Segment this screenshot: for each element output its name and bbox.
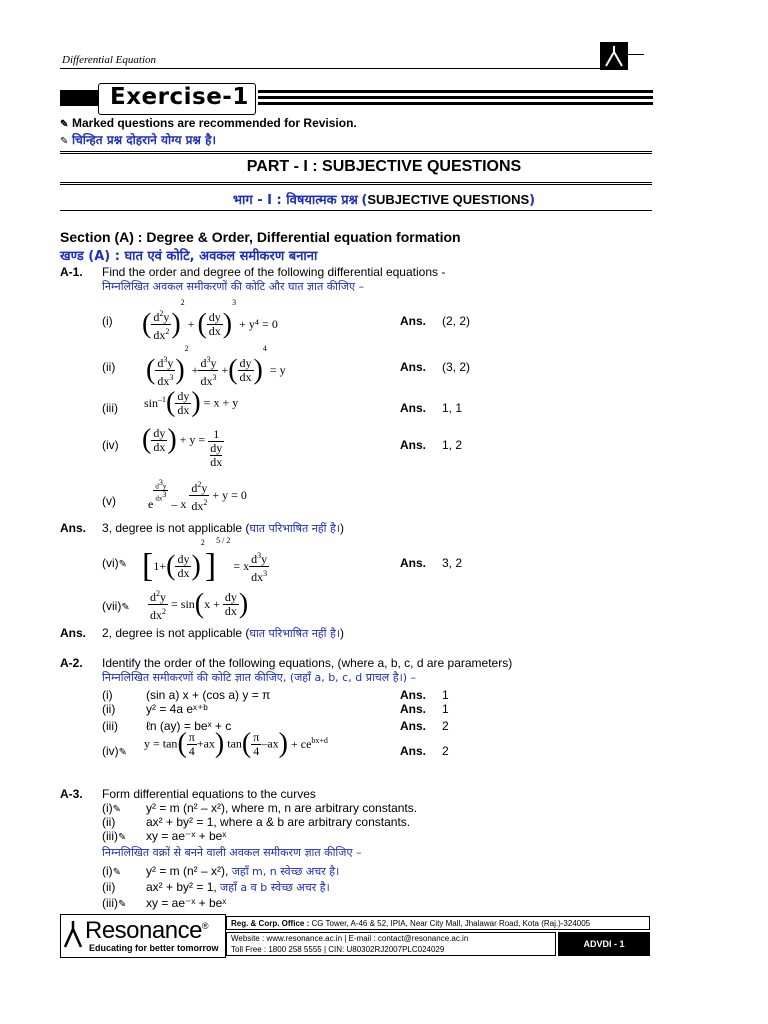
part-title-hi: भाग - I : विषयात्मक प्रश्न (SUBJECTIVE QUESTIONS) <box>232 192 536 208</box>
item-text: xy = ae⁻ˣ + beˣ <box>146 829 227 843</box>
header-logo-icon <box>600 42 628 70</box>
item-label: (iii) <box>102 719 118 733</box>
answer-value: 1 <box>442 688 449 702</box>
question-text-hi: निम्नलिखित समीकरणों की कोटि ज्ञात कीजिए, (जहाँ a, b, c, d प्राचल है।) – <box>102 671 417 684</box>
item-label: (vii)✎ <box>102 599 133 613</box>
item-label: (iii)✎ <box>102 896 130 910</box>
footer-contact <box>226 932 556 956</box>
item-label: (i)✎ <box>102 864 125 878</box>
part-title: PART - I : SUBJECTIVE QUESTIONS <box>246 158 522 175</box>
question-text-en: Find the order and degree of the following differential equations - <box>102 265 446 279</box>
question-text-en: Form differential equations to the curves <box>102 787 316 801</box>
answer-value: 1, 2 <box>442 438 463 452</box>
answer-label: Ans. <box>400 314 427 328</box>
item-label: (iv) <box>102 438 119 452</box>
answer-label: Ans. <box>60 626 87 640</box>
item-label: (vi)✎ <box>102 556 131 570</box>
item-text: ax² + by² = 1, जहाँ a व b स्वेच्छ अचर है। <box>146 880 330 894</box>
item-label: (ii) <box>102 880 116 894</box>
equation-a2-iv: y = tan( $\frac{\pi}{4}$ +ax) tan( $\frac{\pi}{4}$ $-ax) + ce^{bx+d}$ <box>144 728 328 759</box>
hand-pointer-icon: ✎ <box>60 119 69 130</box>
answer-label: Ans. <box>400 360 427 374</box>
brand-name: Resonance® <box>85 917 209 944</box>
section-title: Section (A) : Degree & Order, Differential equation formation <box>60 229 461 245</box>
answer-value: 2 <box>442 744 449 758</box>
hand-pointer-icon: ✎ <box>60 136 69 147</box>
equation-vi: [1+( $\frac{dy}{dx}$ )$^2$]$^{5 / 2}$ = x $\frac{d^3y}{dx^3}$ <box>142 536 268 585</box>
question-text-en: Identify the order of the following equations, (where a, b, c, d are parameters) <box>102 656 513 670</box>
exercise-title: Exercise-1 <box>110 84 249 110</box>
question-text-hi: निम्नलिखित अवकल समीकरणों की कोटि और घात ज्ञात कीजिए – <box>102 280 365 293</box>
footer-tollfree: Toll Free : 1800 258 5555 | CIN: U80302RJ2007PLC024029 <box>231 945 445 954</box>
item-label: (ii) <box>102 815 116 829</box>
equation-iv: ( $\frac{dy}{dx}$ ) + y = 1 dy dx <box>142 424 223 469</box>
answer-label: Ans. <box>400 744 427 758</box>
section-title-hi: खण्ड (A) : घात एवं कोटि, अवकल समीकरण बनाना <box>60 249 318 264</box>
hand-pointer-icon: ✎ <box>112 867 122 878</box>
hand-pointer-icon: ✎ <box>112 804 122 815</box>
equation-vii: $\frac{d^2y}{dx^2}$ = sin(x + $\frac{dy}{dx}$ ) <box>150 588 249 622</box>
header-rule <box>60 68 600 69</box>
answer-label: Ans. <box>400 438 427 452</box>
item-label: (v) <box>102 494 116 508</box>
item-text: y² = m (n² – x²), where m, n are arbitrary constants. <box>146 801 418 815</box>
header-title: Differential Equation <box>62 54 156 66</box>
hand-pointer-icon: ✎ <box>118 899 127 910</box>
equation-ii: ( $\frac{d^3y}{dx^3}$ )$^2$ + $\frac{d^3y}{dx^3}$ +( $\frac{dy}{dx}$ )$^4$ = y <box>146 344 286 388</box>
footer-logo-box <box>60 914 226 958</box>
equation-i: ( $\frac{d^2y}{dx^2}$ )$^2$ + ( $\frac{dy}{dx}$ )$^3$ + y⁴ = 0 <box>142 298 278 342</box>
footer-office: Reg. & Corp. Office : CG Tower, A-46 & 52, IPIA, Near City Mall, Jhalawar Road, Kota (Raj.)-324005 <box>226 916 650 930</box>
answer-label: Ans. <box>400 401 427 415</box>
footer-website: Website : www.resonance.ac.in | E-mail : contact@resonance.ac.in <box>231 934 469 943</box>
answer-label: Ans. <box>400 556 427 570</box>
answer-value: (3, 2) <box>442 360 471 374</box>
exercise-bar-left <box>60 90 100 106</box>
item-text: ax² + by² = 1, where a & b are arbitrary constants. <box>146 815 411 829</box>
answer-value: 2 <box>442 719 449 733</box>
revision-note-hi: ✎ चिन्हित प्रश्न दोहराने योग्य प्रश्न है। <box>60 133 216 147</box>
answer-label: Ans. <box>400 702 427 716</box>
hand-pointer-icon: ✎ <box>118 559 128 570</box>
item-label: (i)✎ <box>102 801 125 815</box>
item-text: xy = ae⁻ˣ + beˣ <box>146 896 227 910</box>
item-text: y² = m (n² – x²), जहाँ m, n स्वेच्छ अचर है। <box>146 864 340 878</box>
revision-note-en: ✎ Marked questions are recommended for Revision. <box>60 116 357 130</box>
item-label: (iv)✎ <box>102 744 131 758</box>
question-text-hi: निम्नलिखित वक्रों से बनने वाली अवकल समीकरण ज्ञात कीजिए – <box>102 846 362 859</box>
item-label: (ii) <box>102 702 116 716</box>
answer-vii: 2, degree is not applicable (घात परिभाषित नहीं है।) <box>102 626 345 640</box>
equation-iii: $\sin^{-1}$( $\frac{dy}{dx}$ ) = x + y <box>144 387 239 418</box>
equation-v: e $\frac{d^3y}{dx^3}$ – x $\frac{d^2y}{dx^2}$ + y = 0 <box>148 477 247 513</box>
page-code: ADVDI - 1 <box>558 932 650 956</box>
answer-label: Ans. <box>400 688 427 702</box>
answer-value: 1, 1 <box>442 401 463 415</box>
answer-value: 1 <box>442 702 449 716</box>
item-label: (ii) <box>102 360 116 374</box>
item-label: (i) <box>102 688 113 702</box>
answer-v: 3, degree is not applicable (घात परिभाषित नहीं है।) <box>102 521 345 535</box>
equation: (sin a) x + (cos a) y = π <box>146 688 271 702</box>
hand-pointer-icon: ✎ <box>121 602 130 613</box>
question-number: A-3. <box>60 787 83 801</box>
answer-value: (2, 2) <box>442 314 471 328</box>
resonance-logo-icon <box>63 919 83 949</box>
brand-tagline: Educating for better tomorrow <box>89 943 219 953</box>
equation: y² = 4a eˣ⁺ᵇ <box>146 702 208 716</box>
answer-value: 3, 2 <box>442 556 463 570</box>
question-number: A-2. <box>60 656 83 670</box>
item-label: (i) <box>102 314 113 328</box>
item-label: (iii)✎ <box>102 829 130 843</box>
hand-pointer-icon: ✎ <box>118 747 128 758</box>
answer-label: Ans. <box>400 719 427 733</box>
answer-label: Ans. <box>60 521 87 535</box>
equation: ℓn (ay) = beˣ + c <box>146 719 232 733</box>
item-label: (iii) <box>102 401 118 415</box>
hand-pointer-icon: ✎ <box>118 832 127 843</box>
question-number: A-1. <box>60 265 83 279</box>
